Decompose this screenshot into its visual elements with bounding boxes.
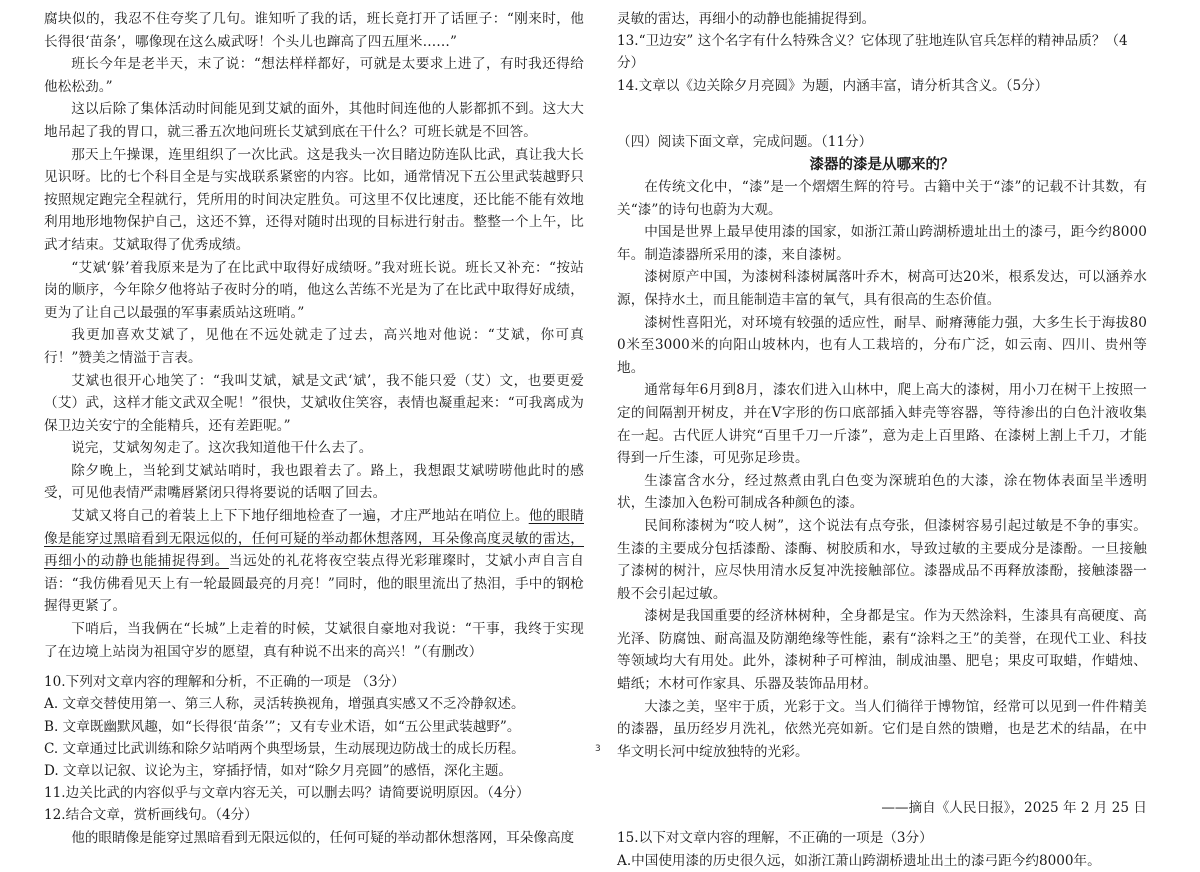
- question-11: 11.边关比武的内容似乎与文章内容无关，可以删去吗？请简要说明原因。（4分）: [44, 785, 530, 802]
- article-title: 漆器的漆是从哪来的？: [809, 156, 955, 174]
- passage-paragraph: 说完，艾斌匆匆走了。这次我知道他干什么去了。: [71, 440, 373, 457]
- option-d: D. 文章以记叙、议论为主，穿插抒情，如对“除夕月亮圆”的感悟，深化主题。: [44, 763, 512, 780]
- question-12: 12.结合文章，赏析画线句。（4分）: [44, 807, 258, 824]
- question-13: 13.“卫边安” 这个名字有什么特殊含义？它体现了驻地连队官兵怎样的精神品质？（4分）: [617, 33, 1128, 72]
- passage-paragraph: 班长今年是老半天，末了说：“想法样样都好，可就是太要求上进了，有时我还得给他松松劲。”: [44, 56, 584, 95]
- article-paragraph: 漆树原产中国，为漆树科漆树属落叶乔木，树高可达20米，根系发达，可以涵养水源，保持水土，而且能制造丰富的氧气，具有很高的生态价值。: [617, 269, 1147, 308]
- option-a: A. 文章交替使用第一、第三人称，灵活转换视角，增强真实感又不乏冷静叙述。: [44, 696, 525, 713]
- article-paragraph: 漆树是我国重要的经济林树种，全身都是宝。作为天然涂料，生漆具有高硬度、高光泽、防腐蚀、耐高温及防潮绝缘等性能，素有“涂料之王”的美誉，在现代工业、科技等领域均大有用处。此外，漆树种子可榨油，制成油墨、肥皂；果皮可取蜡，作蜡烛、蜡纸；木材可作家具、乐器及装饰品用材。: [617, 608, 1147, 693]
- passage-paragraph: “艾斌‘躲’着我原来是为了在比武中取得好成绩呀。”我对班长说。班长又补充：“按站岗的顺序，今年除夕他将站子夜时分的哨，他这么苦练不光是为了在比武中取得好成绩，更为了让自己以最强的军事素质站这班哨。”: [44, 259, 584, 321]
- option-b: B. 文章既幽默风趣，如“长得很‘苗条’”；又有专业术语，如“五公里武装越野”。: [44, 718, 521, 735]
- section-heading: （四）阅读下面文章，完成问题。（11分）: [617, 133, 873, 150]
- article-paragraph: 民间称漆树为“咬人树”，这个说法有点夸张，但漆树容易引起过敏是不争的事实。生漆的主要成分包括漆酚、漆酶、树胶质和水，导致过敏的主要成分是漆酚。一旦接触了漆树的树汁，应尽快用清水反复冲洗接触部位。漆器成品不再释放漆酚，接触漆器一般不会引起过敏。: [617, 517, 1147, 602]
- page-number: 3: [595, 744, 601, 754]
- article-paragraph: 在传统文化中，“漆”是一个熠熠生辉的符号。古籍中关于“漆”的记载不计其数，有关“漆”的诗句也蔚为大观。: [617, 179, 1147, 218]
- continued-line: 灵敏的雷达，再细小的动静也能捕捉得到。: [617, 11, 876, 27]
- option-a: A.中国使用漆的历史很久远，如浙江萧山跨湖桥遗址出土的漆弓距今约8000年。: [617, 852, 1101, 869]
- underlined-sentence: 他的眼睛像是能穿过黑暗看到无限远似的，任何可疑的举动都休想落网，耳朵像高度灵敏的雷达，再细小的动静也能捕捉得到。: [44, 508, 584, 570]
- passage-paragraph: 这以后除了集体活动时间能见到艾斌的面外，其他时间连他的人影都抓不到。这大大地吊起了我的胃口，就三番五次地问班长艾斌到底在干什么？可班长就是不回答。: [44, 101, 584, 140]
- article-paragraph: 通常每年6月到8月，漆农们进入山林中，爬上高大的漆树，用小刀在树干上按照一定的间隔割开树皮，并在V字形的伤口底部插入蚌壳等容器，等待渗出的白色汁液收集在一起。古代匠人讲究“百里千刀一斤漆”，意为走上百里路、在漆树上割上千刀，才能得到一斤生漆，可见弥足珍贵。: [617, 382, 1147, 467]
- question-15: 15.以下对文章内容的理解，不正确的一项是（3分）: [617, 830, 933, 847]
- article-paragraph: 大漆之美，坚牢于质，光彩于文。当人们徜徉于博物馆，经常可以见到一件件精美的漆器，虽历经岁月洗礼，依然光亮如新。它们是自然的馈赠，也是艺术的结晶，在中华文明长河中绽放独特的光彩。: [617, 698, 1147, 760]
- paragraph-text: 当远处的礼花将夜空装点得光彩璀璨时，艾斌小声自言自语：“我仿佛看见天上有一轮最圆最亮的月亮！”同时，他的眼里流出了热泪，手中的钢枪握得更紧了。: [44, 553, 584, 615]
- left-column: [44, 8, 584, 849]
- article-paragraph: 生漆富含水分，经过熬煮由乳白色变为深琥珀色的大漆，涂在物体表面呈半透明状，生漆加入色粉可制成各种颜色的漆。: [617, 472, 1147, 512]
- paragraph-text: 艾斌又将自己的着装上上下下地仔细地检查了一遍，才庄严地站在哨位上。: [71, 508, 529, 525]
- passage-paragraph: 我更加喜欢艾斌了，见他在不远处就走了过去，高兴地对他说：“艾斌，你可真行！”赞美之情溢于言表。: [44, 327, 584, 366]
- quoted-sentence: 他的眼睛像是能穿过黑暗看到无限远似的，任何可疑的举动都休想落网，耳朵像高度: [71, 829, 575, 846]
- passage-paragraph: 下哨后，当我俩在“长城”上走着的时候，艾斌很自豪地对我说：“干事，我终于实现了在边境上站岗为祖国守岁的愿望，真有种说不出来的高兴！”（有删改）: [44, 621, 584, 660]
- question-10: 10.下列对文章内容的理解和分析，不正确的一项是 （3分）: [44, 674, 405, 691]
- passage-paragraph: 腐块似的，我忍不住夸奖了几句。谁知听了我的话，班长竟打开了话匣子：“刚来时，他长得很‘苗条’，哪像现在这么威武呀！个头儿也蹿高了四五厘米……”: [44, 11, 584, 50]
- passage-paragraph: 那天上午操课，连里组织了一次比武。这是我头一次目睹边防连队比武，真让我大长见识呀。比的七个科目全是与实战联系紧密的内容。比如，通常情况下五公里武装越野只按照规定跑完全程就行，凭所用的时间决定胜负。可这里不仅比速度，还比能不能有效地利用地形地物保护自己，这还不算，还得对随时出现的目标进行射击。整整一个上午，比武才结束。艾斌取得了优秀成绩。: [44, 146, 584, 253]
- right-column: [617, 8, 1147, 872]
- article-paragraph: 漆树性喜阳光，对环境有较强的适应性，耐旱、耐瘠薄能力强，大多生长于海拔800米至3000米的向阳山坡林内，也有人工栽培的，分布广泛，如云南、四川、贵州等地。: [617, 314, 1147, 376]
- question-14: 14.文章以《边关除夕月亮圆》为题，内涵丰富，请分析其含义。（5分）: [617, 77, 1049, 94]
- passage-paragraph: 除夕晚上，当轮到艾斌站哨时，我也跟着去了。路上，我想跟艾斌唠唠他此时的感受，可见他表情严肃嘴唇紧闭只得将要说的话咽了回去。: [44, 462, 584, 502]
- article-source: ——摘自《人民日报》，2025 年 2 月 25 日: [881, 800, 1147, 817]
- passage-paragraph: 艾斌也很开心地笑了：“我叫艾斌，斌是文武‘斌’，我不能只爱（艾）文，也要更爱（艾）武，这样才能文武双全呢！”很快，艾斌收住笑容，表情也凝重起来：“可我离成为保卫边关安宁的全能精兵，还有差距呢。”: [44, 372, 584, 434]
- passage-paragraph-with-underline: [44, 505, 584, 618]
- option-c: C. 文章通过比武训练和除夕站哨两个典型场景，生动展现边防战士的成长历程。: [44, 740, 525, 757]
- article-paragraph: 中国是世界上最早使用漆的国家，如浙江萧山跨湖桥遗址出土的漆弓，距今约8000年。制造漆器所采用的漆，来自漆树。: [617, 224, 1147, 263]
